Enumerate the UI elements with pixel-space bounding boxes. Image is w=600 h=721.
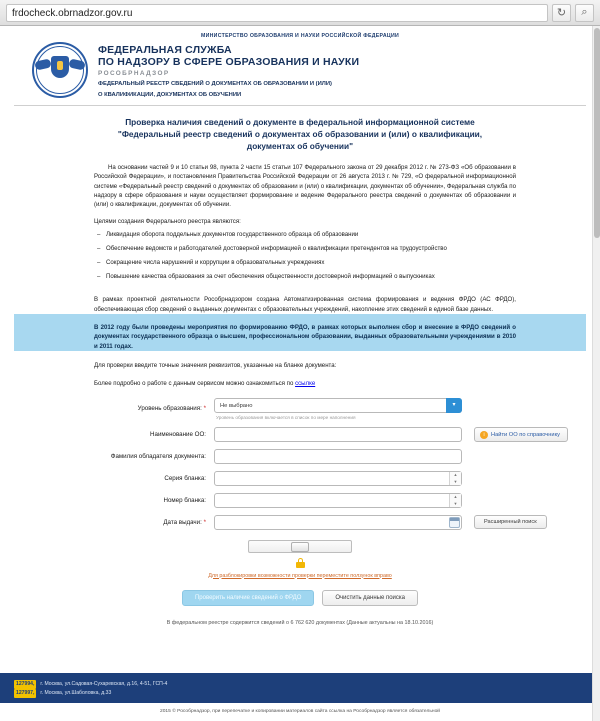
more-info-prefix: Более подробно о работе с данным сервисом можно ознакомиться по [94,380,296,388]
footer-zip-1: 127994, [16,681,35,687]
list-item: – Обеспечение ведомств и работодателей достоверной информацией о квалификации претендентов на трудоустройство [106,244,516,258]
page-title [14,106,586,154]
footer-zip-2: 127997, [16,690,35,696]
issue-date-label-text: Дата выдачи: [163,518,202,526]
page-title-line1: Проверка наличия сведений о документе в федеральной информационной системе [125,117,475,127]
organization-label: Наименование ОО: [150,430,206,438]
list-item: – Повышение качества образования за счет обеспечения общественности достоверной информацией о выпускниках [106,272,516,286]
lookup-organization-button[interactable] [474,427,568,442]
number-field [214,493,462,508]
lookup-organization-label: Найти ОО по справочнику [491,431,560,438]
issue-date-input[interactable] [214,515,462,530]
series-field [214,471,462,486]
registry-title-line1: ФЕДЕРАЛЬНЫЙ РЕЕСТР СВЕДЕНИЙ О ДОКУМЕНТАХ ОБ ОБРАЗОВАНИИ И (ИЛИ) [98,81,332,87]
education-level-hint: Уровень образования включается в список по мере наполнения [216,414,356,420]
lock-row [14,558,586,568]
surname-input[interactable] [214,449,462,464]
address-bar[interactable]: frdocheck.obrnadzor.gov.ru [6,4,548,22]
clear-form-button[interactable]: Очистить данные поиска [322,590,418,606]
education-level-label-text: Уровень образования: [137,405,202,413]
organization-name-input[interactable] [214,427,462,442]
education-level-field [214,398,462,420]
registry-count-status: В федеральном реестре содержится сведений о 6 762 620 документах (Данные актуальны на 18.10.2016) [166,619,434,626]
stepper-down-icon[interactable]: ▼ [453,500,458,506]
header-titles [98,42,359,99]
highlighted-paragraph: В 2012 году были проведены мероприятия по формированию ФРДО, в рамках которых выполнен сбор и внесение в ФРДО сведений о документах государственного образца о высшем, профессиональном образовании, выданных образовательными учреждениями в 2010 и 2011 годах. [14,314,586,351]
browser-toolbar [0,0,600,26]
scrollbar-thumb[interactable] [594,28,600,238]
more-info-link[interactable]: ссылке [295,380,316,388]
lock-icon [296,558,305,568]
list-item: – Ликвидация оборота поддельных документов государственного образца об образовании [106,230,516,244]
form-row-series [14,471,586,486]
goals-list [14,225,586,286]
page-scrollbar[interactable] [592,26,600,721]
intro-paragraph: На основании частей 9 и 10 статьи 98, пункта 2 части 15 статьи 107 Федерального закона от 29 декабря 2012 г. № 273-ФЗ «Об образовании в Российской Федерации», и постановления Правительства Российской Федерации от 26 августа 2013 г. № 729, «О федеральной информационной системе «Федеральный реестр сведений о документах об образовании и (или) о квалификации, документах об обучении», Федеральная служба по надзору в сфере образования и науки осуществляет формирование и ведение Федерального реестра сведений о документах об образовании и (или) о квалификации, документах об обучении. [94,164,516,209]
number-stepper[interactable] [449,494,461,507]
agency-title-line2: ПО НАДЗОРУ В СФЕРЕ ОБРАЗОВАНИЯ И НАУКИ [98,56,360,68]
series-label: Серия бланка: [164,474,206,482]
agency-title-line1: ФЕДЕРАЛЬНАЯ СЛУЖБА [98,44,232,56]
registry-title-line2: О КВАЛИФИКАЦИИ, ДОКУМЕНТАХ ОБ ОБУЧЕНИИ [98,92,242,98]
calendar-icon[interactable] [449,517,460,528]
advanced-search-button[interactable]: Расширенный поиск [474,515,547,529]
issue-date-field [214,515,537,530]
footer-address-text-1: г. Москва, ул.Садовая-Сухаревская, д.16, 4-51, ГСП-4 [40,681,168,687]
form-row-organization [14,427,586,442]
site-footer [0,673,600,703]
captcha-slider-handle[interactable] [291,542,309,552]
chevron-down-icon[interactable]: ▾ [446,398,462,413]
document-check-form [14,389,586,626]
site-header [14,39,586,106]
page-content [0,26,600,673]
required-marker: * [203,518,206,526]
ministry-line: МИНИСТЕРСТВО ОБРАЗОВАНИЯ И НАУКИ РОССИЙСКОЙ ФЕДЕРАЦИИ [200,33,400,39]
footer-address-2 [14,689,586,698]
goals-title: Целями создания Федерального реестра являются: [94,218,241,226]
page-viewport [0,26,600,721]
footer-address-1 [14,680,586,689]
page-title-line2: "Федеральный реестр сведений о документах об образовании и (или) о квалификации, [117,129,483,139]
stepper-up-icon[interactable]: ▲ [453,494,458,500]
form-row-number [14,493,586,508]
form-row-education-level [14,398,586,420]
series-input[interactable] [214,471,462,486]
captcha-slider-row [14,540,586,553]
rosobrnadzor-emblem-icon [32,42,88,98]
footer-address-text-2: г. Москва, ул.Шаболовка, д.33 [40,690,112,696]
info-icon: i [480,431,488,439]
form-actions [14,590,586,606]
submit-check-button[interactable]: Проверить наличие сведений о ФРДО [182,590,314,606]
issue-date-label [14,519,214,526]
agency-subtitle: РОСОБРНАДЗОР [98,70,170,77]
list-item: – Сокращение числа нарушений и коррупции в образовательных учреждениях [106,258,516,272]
series-stepper[interactable] [449,472,461,485]
copyright-notice: 2015 © Рособрнадзор, при перепечатке и копировании материалов сайта ссылка на Рособрнадзор является обязательной [0,703,600,721]
system-paragraph: В рамках проектной деятельности Рособрнадзором создана Автоматизированная система формирования и ведения ФРДО (АС ФРДО), обеспечивающая сбор сведений о выданных документах с образовательных учреждений, накопление этих сведений в единой базе данных. [94,296,516,313]
required-marker: * [203,405,206,413]
organization-field [214,427,560,442]
education-level-select[interactable] [214,398,462,413]
number-label: Номер бланка: [163,496,206,504]
search-icon[interactable]: ⌕ [575,4,594,22]
stepper-up-icon[interactable]: ▲ [453,472,458,478]
form-row-issue-date [14,515,586,530]
captcha-hint: Для разблокировки возможности проверки переместите ползунок вправо [208,572,392,579]
number-input[interactable] [214,493,462,508]
form-row-surname [14,449,586,464]
education-level-value: Не выбрано [220,402,253,409]
instruction-text: Для проверки введите точные значения реквизитов, указанные на бланке документа: [94,361,337,369]
surname-field [214,449,462,464]
education-level-label [14,405,214,412]
captcha-slider-track[interactable] [248,540,352,553]
stepper-down-icon[interactable]: ▼ [453,478,458,484]
reload-icon[interactable]: ↻ [552,4,571,22]
page-title-line3: документах об обучении" [246,141,354,151]
more-info-text [14,370,586,388]
surname-label: Фамилия обладателя документа: [110,452,206,460]
